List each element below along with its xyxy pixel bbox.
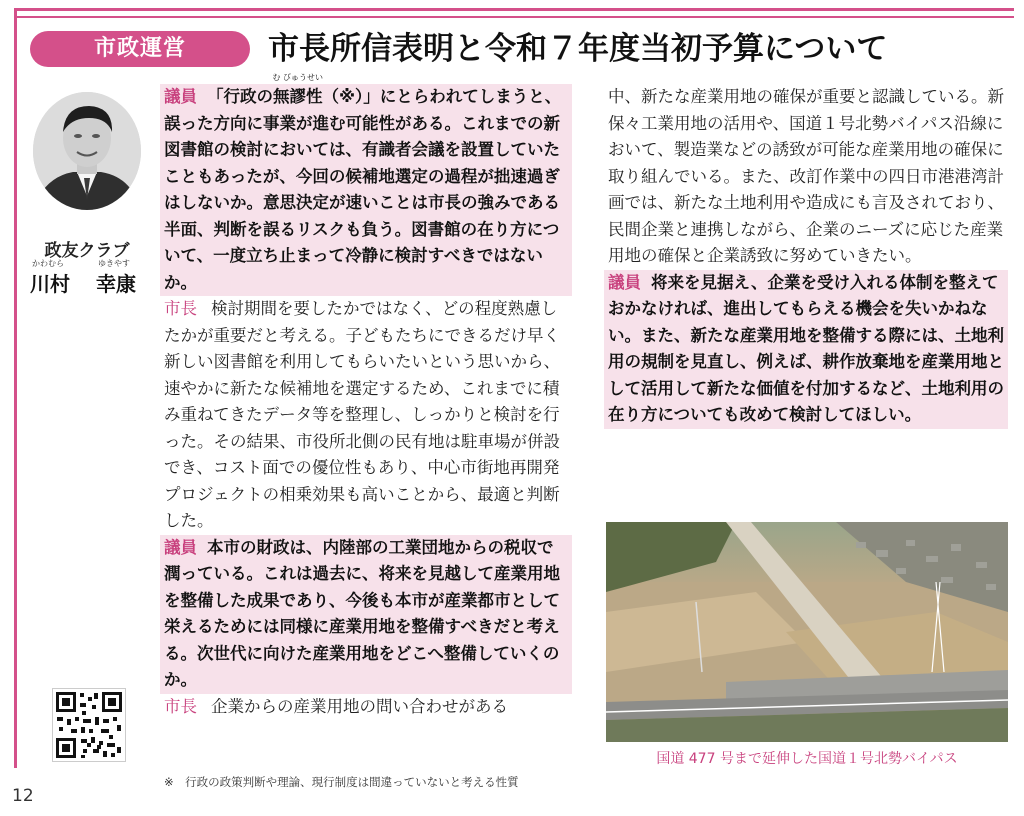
portrait-image: [33, 92, 141, 210]
answer-block-2-continued: [604, 84, 1008, 270]
speaker-label-mayor: 市長: [164, 696, 197, 716]
surname-ruby: かわむら: [32, 259, 64, 268]
footnote: ※ 行政の政策判断や理論、現行制度は間違っていないと考える性質: [164, 775, 519, 789]
bypass-aerial-photo: [606, 522, 1008, 742]
surname: 川村: [30, 272, 70, 296]
frame-top-line-inner: [14, 16, 1014, 18]
question-block-3: [604, 270, 1008, 429]
frame-left-line: [14, 8, 17, 768]
speaker-label-member: 議員: [608, 272, 641, 292]
answer-block-2-start: [160, 694, 572, 721]
qr-code-image: [53, 689, 125, 761]
question-block-2: [160, 535, 572, 694]
page-number: 12: [12, 786, 34, 806]
question-block-1: [160, 73, 572, 296]
photo-caption: 国道 477 号まで延伸した国道１号北勢バイパス: [656, 751, 958, 767]
a1-text: 検討期間を要したかではなく、どの程度熟慮したかが重要だと考える。子どもたちにできるだけ早く新しい図書館を利用してもらいたいという思いから、速やかに新たな候補地を選定するため、これまでに積み重ねてきたデータ等を整理し、しっかりと検討を行った。その結果、市役所北側の民有地は駐車場が併設でき、コスト面での優位性もあり、中心市街地再開発プロジェクトの相乗効果も高いことから、最適と判断した。: [164, 299, 560, 530]
page-title: 市長所信表明と令和７年度当初予算について: [268, 31, 888, 67]
speaker-label-member: 議員: [164, 87, 197, 106]
councilor-photo: [33, 92, 141, 210]
ruby-word: [272, 73, 324, 111]
speaker-label-member: 議員: [164, 537, 197, 557]
frame-top-line: [14, 8, 1014, 11]
q1-text-post: （※）」にとらわれてしまうと、誤った方向に事業が進む可能性がある。これまでの新図書館の検討においては、有識者会議を設置していたこともあったが、今回の候補地選定の過程が拙速過ぎはしないか。意思決定が速いことは市長の強みである半面、判断を誤るリスクも負う。図書館の在り方について、一度立ち止まって冷静に検討すべきではないか。: [164, 87, 562, 292]
party-name: 政友クラブ: [44, 241, 130, 261]
aerial-photo-image: [606, 522, 1008, 742]
q3-text: 将来を見据え、企業を受け入れる体制を整えておかなければ、進出してもらえる機会を失いかねない。また、新たな産業用地を整備する際には、土地利用の規制を見直し、例えば、耕作放棄地を産業用地として活用して新たな価値を付加するなど、土地利用の在り方についても改めて検討してほしい。: [608, 272, 1004, 424]
a2-text-start: 企業からの産業用地の問い合わせがある: [211, 696, 508, 716]
given-name-ruby: ゆきやす: [98, 259, 130, 268]
ruby-base: 無謬性: [273, 87, 323, 106]
ruby-annotation: む びゅうせい: [272, 73, 324, 82]
q1-text-pre: 「行政の: [207, 87, 273, 106]
column-left: [160, 73, 572, 720]
qr-code[interactable]: [52, 688, 126, 762]
answer-block-1: [160, 296, 572, 535]
a2-text-continued: 中、新たな産業用地の確保が重要と認識している。新保々工業用地の活用や、国道１号北勢バイパス沿線において、製造業などの誘致が可能な産業用地の確保に取り組んでいる。また、改訂作業中の四日市港港湾計画では、新たな土地利用や造成にも言及されており、民間企業と連携しながら、企業のニーズに応じた産業用地の確保と企業誘致に努めていきたい。: [608, 87, 1004, 265]
column-right: [604, 84, 1008, 429]
q2-text: 本市の財政は、内陸部の工業団地からの税収で潤っている。これは過去に、将来を見越して産業用地を整備した成果であり、今後も本市が産業都市として栄えるためには同様に産業用地を整備すべきだと考える。次世代に向けた産業用地をどこへ整備していくのか。: [164, 537, 560, 689]
section-tag: 市政運営: [30, 31, 250, 67]
speaker-label-mayor: 市長: [164, 299, 197, 318]
given-name: 幸康: [96, 272, 136, 296]
councilor-name: [30, 268, 160, 296]
